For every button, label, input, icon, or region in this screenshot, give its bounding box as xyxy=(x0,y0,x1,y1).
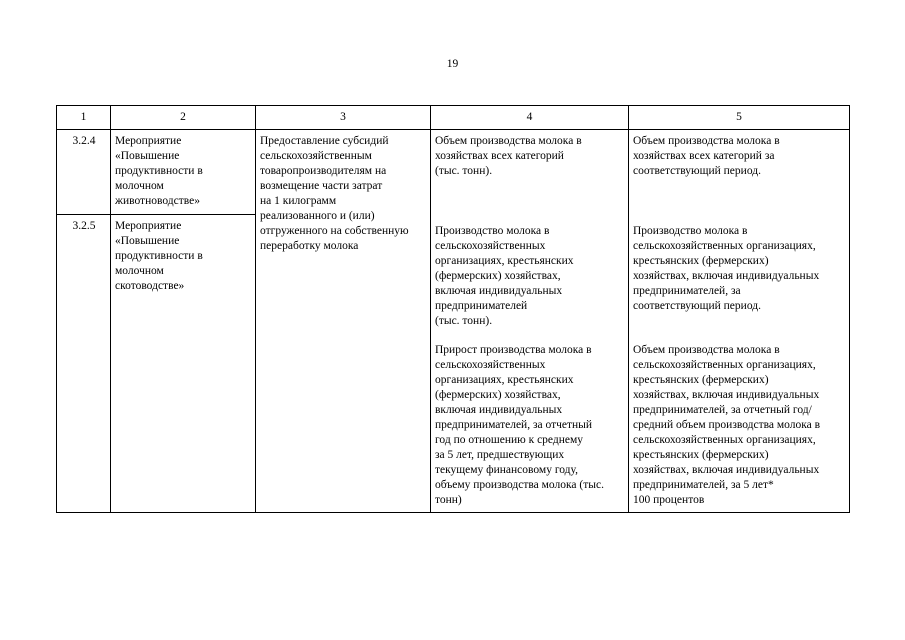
indicator-line: (фермерских) хозяйствах, xyxy=(435,389,561,401)
method-line: предпринимателей, за отчетный год/ xyxy=(633,404,812,416)
method-line: соответствующий период. xyxy=(633,300,761,312)
column-header: 2 xyxy=(111,106,256,130)
row-number: 3.2.4 xyxy=(57,130,111,215)
indicator-block xyxy=(435,343,625,508)
methods-cell xyxy=(629,130,850,513)
row-number: 3.2.5 xyxy=(57,215,111,513)
event-name-line: скотоводстве» xyxy=(115,280,185,292)
method-line: сельскохозяйственных организациях, xyxy=(633,359,816,371)
event-name-line: Мероприятие xyxy=(115,220,182,232)
indicators-cell xyxy=(431,130,629,513)
table-row xyxy=(57,130,850,215)
indicator-line: организациях, крестьянских xyxy=(435,255,574,267)
indicator-block xyxy=(435,224,625,329)
method-line: предпринимателей, за xyxy=(633,285,741,297)
subsidy-line: товаропроизводителям на xyxy=(260,165,387,177)
event-name-line: животноводстве» xyxy=(115,195,200,207)
indicator-line: объему производства молока (тыс. xyxy=(435,479,604,491)
method-line: крестьянских (фермерских) xyxy=(633,449,769,461)
subsidy-line: отгруженного на собственную xyxy=(260,225,409,237)
column-header: 3 xyxy=(256,106,431,130)
event-name-line: молочном xyxy=(115,180,164,192)
event-name-cell xyxy=(111,215,256,513)
event-name-line: молочном xyxy=(115,265,164,277)
page-number: 19 xyxy=(446,58,459,70)
indicator-line: включая индивидуальных xyxy=(435,404,563,416)
method-line: хозяйствах, включая индивидуальных xyxy=(633,270,820,282)
method-line: средний объем производства молока в xyxy=(633,419,821,431)
method-line: Объем производства молока в xyxy=(633,135,780,147)
method-block xyxy=(633,224,846,314)
indicator-line: включая индивидуальных xyxy=(435,285,563,297)
indicator-line: год по отношению к среднему xyxy=(435,434,584,446)
indicator-line: тонн) xyxy=(435,494,462,506)
subsidy-line: возмещение части затрат xyxy=(260,180,383,192)
method-line: хозяйствах всех категорий за xyxy=(633,150,775,162)
method-line: сельскохозяйственных организациях, xyxy=(633,240,816,252)
table-header-row xyxy=(57,106,850,130)
method-block xyxy=(633,134,846,179)
indicator-line: (тыс. тонн). xyxy=(435,315,493,327)
indicator-line: сельскохозяйственных xyxy=(435,240,546,252)
subsidy-description-cell xyxy=(256,130,431,513)
event-name-line: продуктивности в xyxy=(115,165,203,177)
method-line: хозяйствах, включая индивидуальных xyxy=(633,389,820,401)
method-block xyxy=(633,343,846,508)
indicator-line: (фермерских) хозяйствах, xyxy=(435,270,561,282)
event-name-line: «Повышение xyxy=(115,235,180,247)
measures-table xyxy=(56,105,850,513)
subsidy-line: на 1 килограмм xyxy=(260,195,337,207)
subsidy-line: переработку молока xyxy=(260,240,359,252)
column-header: 1 xyxy=(57,106,111,130)
column-header: 5 xyxy=(629,106,850,130)
subsidy-line: сельскохозяйственным xyxy=(260,150,372,162)
event-name-line: продуктивности в xyxy=(115,250,203,262)
event-name-cell xyxy=(111,130,256,215)
subsidy-line: Предоставление субсидий xyxy=(260,135,389,147)
indicator-line: за 5 лет, предшествующих xyxy=(435,449,565,461)
indicator-line: организациях, крестьянских xyxy=(435,374,574,386)
indicator-line: текущему финансовому году, xyxy=(435,464,578,476)
event-name-line: «Повышение xyxy=(115,150,180,162)
indicator-line: Прирост производства молока в xyxy=(435,344,592,356)
indicator-line: Объем производства молока в xyxy=(435,135,582,147)
method-line: сельскохозяйственных организациях, xyxy=(633,434,816,446)
indicator-line: Производство молока в xyxy=(435,225,550,237)
method-line: хозяйствах, включая индивидуальных xyxy=(633,464,820,476)
indicator-line: (тыс. тонн). xyxy=(435,165,493,177)
method-line: крестьянских (фермерских) xyxy=(633,374,769,386)
method-line: 100 процентов xyxy=(633,494,705,506)
method-line: Объем производства молока в xyxy=(633,344,780,356)
subsidy-line: реализованного и (или) xyxy=(260,210,375,222)
method-line: Производство молока в xyxy=(633,225,748,237)
method-line: соответствующий период. xyxy=(633,165,761,177)
method-line: предпринимателей, за 5 лет* xyxy=(633,479,774,491)
column-header: 4 xyxy=(431,106,629,130)
method-line: крестьянских (фермерских) xyxy=(633,255,769,267)
event-name-line: Мероприятие xyxy=(115,135,182,147)
indicator-line: сельскохозяйственных xyxy=(435,359,546,371)
indicator-line: хозяйствах всех категорий xyxy=(435,150,564,162)
indicator-line: предпринимателей, за отчетный xyxy=(435,419,593,431)
indicator-block xyxy=(435,134,625,179)
indicator-line: предпринимателей xyxy=(435,300,528,312)
